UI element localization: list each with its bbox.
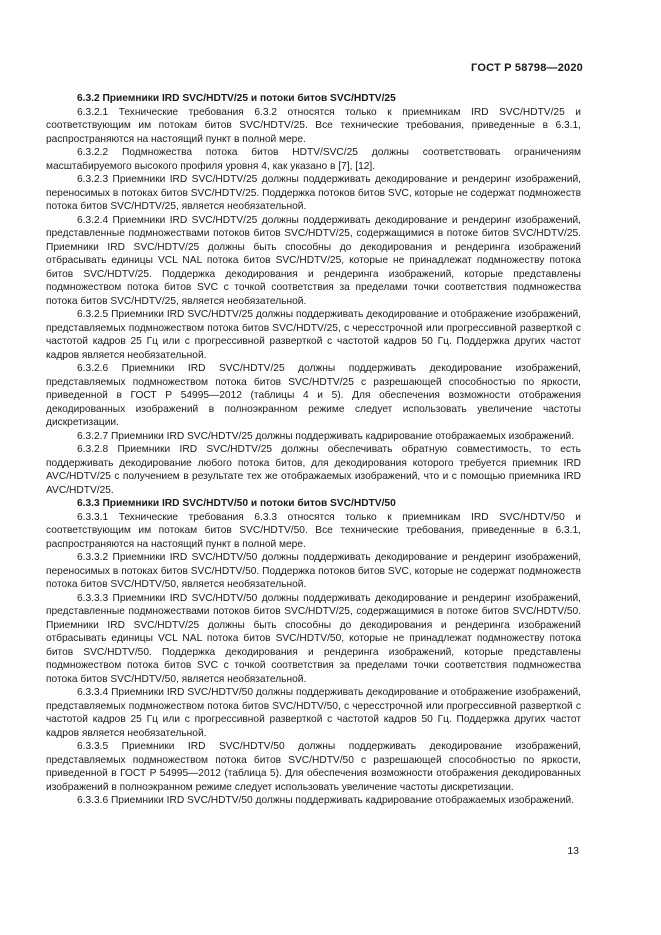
page-number: 13 [567,845,579,857]
paragraph-6-3-2-5: 6.3.2.5 Приемники IRD SVC/HDTV/25 должны поддерживать декодирование и отображение изображений, представляемых подмножеством потока битов SVC/HDTV/25, с чересстрочной или прогрессивной разверткой с частотой кадров 25 Гц или с прогрессивной разверткой с частотой кадров 50 Гц. Поддержка других частот кадров является необязательной. [46,309,581,361]
section-heading-6-3-3: 6.3.3 Приемники IRD SVC/HDTV/50 и потоки битов SVC/HDTV/50 [77,498,396,509]
paragraph-6-3-3-6: 6.3.3.6 Приемники IRD SVC/HDTV/50 должны поддерживать кадрирование отображаемых изображений. [77,795,575,806]
paragraph-6-3-2-3: 6.3.2.3 Приемники IRD SVC/HDTV/25 должны поддерживать декодирование и рендеринг изображений, переносимых в потоках битов SVC/HDTV/25. Поддержка потоков битов SVC, которые не содержат подмножеств потока битов SVC/HDTV/25, является необязательной. [46,174,581,212]
paragraph-6-3-3-5: 6.3.3.5 Приемники IRD SVC/HDTV/50 должны поддерживать декодирование изображений, представляемых подмножеством потока битов SVC/HDTV/50 с разрешающей способностью по яркости, приведенной в ГОСТ Р 54995—2012 (таблица 5). Для обеспечения возможности отображения декодированных изображений в полноэкранном режиме следует использовать увеличение частоты дискретизации. [46,741,581,793]
standard-designation: ГОСТ Р 58798—2020 [471,62,583,74]
paragraph-6-3-2-6: 6.3.2.6 Приемники IRD SVC/HDTV/25 должны поддерживать декодирование изображений, представляемых подмножеством потока битов SVC/HDTV/25 с разрешающей способностью по яркости, приведенной в ГОСТ Р 54995—2012 (таблицы 4 и 5). Для обеспечения возможности отображения декодированных изображений в полноэкранном режиме следует использовать увеличение частоты дискретизации. [46,363,581,428]
paragraph-6-3-2-4: 6.3.2.4 Приемники IRD SVC/HDTV/25 должны поддерживать декодирование и рендеринг изображений, представленные подмножествами потоков битов SVC/HDTV/25, содержащимися в потоке битов SVC/HDTV/25. Приемники IRD SVC/HDTV/25 должны быть способны до декодирования и рендеринга изображений отбрасывать единицы VCL NAL потока битов SVC/HDTV/25, которые не принадлежат подмножеству потока битов SVC/HDTV/25. Поддержка декодирования и рендеринга изображений, которые представлены подмножеством потока битов SVC с точкой соответствия за пределами точки соответствия подмножества потока битов SVC/HDTV/25, является необязательной. [46,214,581,307]
paragraph-6-3-3-4: 6.3.3.4 Приемники IRD SVC/HDTV/50 должны поддерживать декодирование и отображение изображений, представляемых подмножеством потока битов SVC/HDTV/50, с чересстрочной или прогрессивной разверткой с частотой кадров 25 Гц или с прогрессивной разверткой с частотой кадров 50 Гц. Поддержка других частот кадров является необязательной. [46,687,581,739]
paragraph-6-3-3-1: 6.3.3.1 Технические требования 6.3.3 относятся только к приемникам IRD SVC/HDTV/50 и соответствующим им потокам битов SVC/HDTV/50. Все технические требования, приведенные в 6.3.1, распространяются на настоящий пункт в полной мере. [46,511,581,550]
section-heading-6-3-2: 6.3.2 Приемники IRD SVC/HDTV/25 и потоки битов SVC/HDTV/25 [77,93,396,104]
paragraph-6-3-2-7: 6.3.2.7 Приемники IRD SVC/HDTV/25 должны поддерживать кадрирование отображаемых изображений. [77,430,575,442]
paragraph-6-3-2-2: 6.3.2.2 Подмножества потока битов HDTV/SVC/25 должны соответствовать ограничениям масштабируемого высокого профиля уровня 4, как указано в [7], [12]. [46,147,581,172]
paragraph-6-3-3-3: 6.3.3.3 Приемники IRD SVC/HDTV/50 должны поддерживать декодирование и рендеринг изображений, представленные подмножествами потоков битов SVC/HDTV/25, содержащимися в потоке битов SVC/HDTV/50. Приемники IRD SVC/HDTV/25 должны быть способны до декодирования и рендеринга изображений отбрасывать единицы VCL NAL потока битов SVC/HDTV/50, которые не принадлежат подмножеству потока битов SVC/HDTV/50. Поддержка декодирования и рендеринга изображений, которые представлены подмножеством потока битов SVC с точкой соответствия за пределами точки соответствия подмножества потока битов SVC/HDTV/50, является необязательной. [46,592,581,685]
paragraph-6-3-2-8: 6.3.2.8 Приемники IRD SVC/HDTV/25 должны обеспечивать обратную совместимость, то есть поддерживать декодирование любого потока битов, для декодирования которого требуется приемник IRD AVC/HDTV/25 с получением в результате тех же отображаемых изображений, что и с помощью приемника IRD AVC/HDTV/25. [46,444,581,496]
paragraph-6-3-2-1: 6.3.2.1 Технические требования 6.3.2 относятся только к приемникам IRD SVC/HDTV/25 и соответствующим им потокам битов SVC/HDTV/25. Все технические требования, приведенные в 6.3.1, распространяются на настоящий пункт в полной мере. [46,106,581,145]
document-body [46,92,581,808]
paragraph-6-3-3-2: 6.3.3.2 Приемники IRD SVC/HDTV/50 должны поддерживать декодирование и рендеринг изображений, переносимых в потоках битов SVC/HDTV/50. Поддержка потоков битов SVC, которые не содержат подмножеств потока битов SVC/HDTV/50, является необязательной. [46,552,581,590]
